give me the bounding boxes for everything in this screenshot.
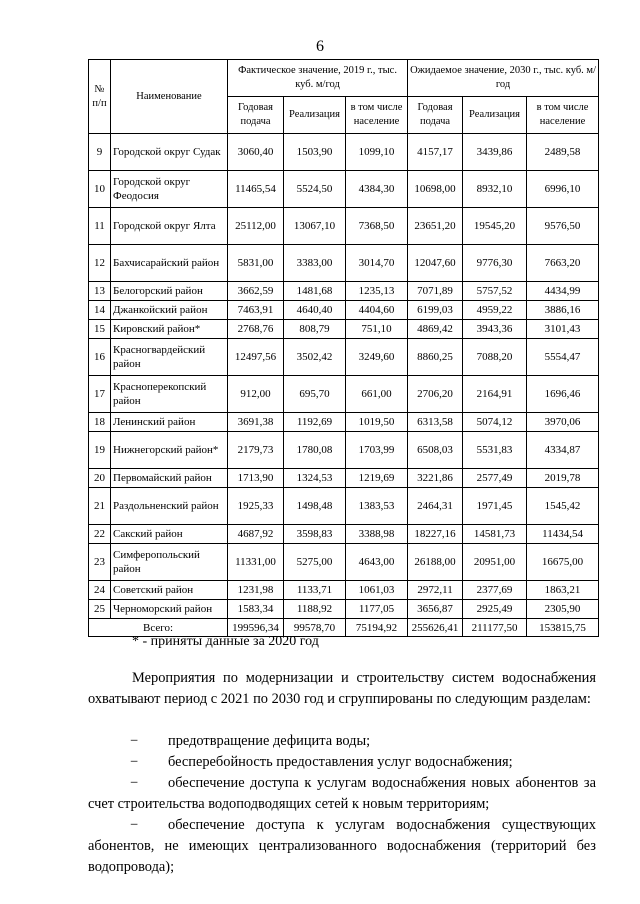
expected-population: 7663,20 [527, 245, 599, 282]
expected-supply: 2464,31 [408, 488, 463, 525]
actual-population: 3249,60 [346, 339, 408, 376]
actual-supply: 2768,76 [228, 320, 284, 339]
expected-supply: 7071,89 [408, 282, 463, 301]
actual-realization: 5524,50 [284, 171, 346, 208]
expected-supply: 26188,00 [408, 544, 463, 581]
actual-population: 1383,53 [346, 488, 408, 525]
list-item-text: предотвращение дефицита воды; [168, 733, 371, 749]
actual-population: 1219,69 [346, 469, 408, 488]
expected-realization: 19545,20 [463, 208, 527, 245]
actual-supply: 1713,90 [228, 469, 284, 488]
expected-realization: 5074,12 [463, 413, 527, 432]
total-actual-population: 75194,92 [346, 619, 408, 637]
expected-population: 3886,16 [527, 301, 599, 320]
expected-population: 2019,78 [527, 469, 599, 488]
row-number: 10 [89, 171, 111, 208]
actual-supply: 5831,00 [228, 245, 284, 282]
row-name: Белогорский район [111, 282, 228, 301]
actual-realization: 5275,00 [284, 544, 346, 581]
row-name: Симферопольский район [111, 544, 228, 581]
header-expected-supply: Годовая подача [408, 97, 463, 134]
actual-supply: 12497,56 [228, 339, 284, 376]
actual-population: 1235,13 [346, 282, 408, 301]
row-name: Сакский район [111, 525, 228, 544]
expected-realization: 3943,36 [463, 320, 527, 339]
actual-realization: 1503,90 [284, 134, 346, 171]
dash-bullet: − [130, 775, 139, 791]
actual-population: 1703,99 [346, 432, 408, 469]
actual-realization: 3502,42 [284, 339, 346, 376]
total-expected-realization: 211177,50 [463, 619, 527, 637]
row-name: Советский район [111, 581, 228, 600]
expected-population: 16675,00 [527, 544, 599, 581]
row-name: Джанкойский район [111, 301, 228, 320]
water-supply-table [88, 59, 599, 637]
header-actual-group: Фактическое значение, 2019 г., тыс. куб. м/год [228, 60, 408, 97]
list-item [88, 731, 596, 752]
row-name: Ленинский район [111, 413, 228, 432]
table-row [89, 320, 599, 339]
actual-realization: 1481,68 [284, 282, 346, 301]
expected-population: 2489,58 [527, 134, 599, 171]
row-number: 11 [89, 208, 111, 245]
dash-bullet: − [130, 754, 139, 770]
expected-realization: 8932,10 [463, 171, 527, 208]
expected-realization: 3439,86 [463, 134, 527, 171]
actual-population: 3014,70 [346, 245, 408, 282]
expected-population: 11434,54 [527, 525, 599, 544]
actual-supply: 2179,73 [228, 432, 284, 469]
row-number: 17 [89, 376, 111, 413]
intro-paragraph: Мероприятия по модернизации и строительству систем водоснабжения охватывают период с 2021 по 2030 год и сгруппированы по следующим разделам: [88, 670, 596, 707]
expected-population: 1696,46 [527, 376, 599, 413]
expected-supply: 3221,86 [408, 469, 463, 488]
expected-realization: 2164,91 [463, 376, 527, 413]
expected-realization: 5531,83 [463, 432, 527, 469]
row-number: 16 [89, 339, 111, 376]
actual-population: 4404,60 [346, 301, 408, 320]
dash-bullet: − [130, 733, 139, 749]
actual-population: 7368,50 [346, 208, 408, 245]
expected-supply: 18227,16 [408, 525, 463, 544]
row-name: Кировский район* [111, 320, 228, 339]
actual-realization: 13067,10 [284, 208, 346, 245]
actual-realization: 1324,53 [284, 469, 346, 488]
expected-population: 3101,43 [527, 320, 599, 339]
header-name: Наименование [111, 60, 228, 134]
expected-realization: 5757,52 [463, 282, 527, 301]
expected-population: 2305,90 [527, 600, 599, 619]
header-actual-population: в том числе население [346, 97, 408, 134]
total-label: Всего: [89, 619, 228, 637]
expected-realization: 4959,22 [463, 301, 527, 320]
page-number: 6 [316, 38, 324, 55]
actual-population: 4384,30 [346, 171, 408, 208]
row-name: Раздольненский район [111, 488, 228, 525]
table-row [89, 432, 599, 469]
dash-bullet: − [130, 817, 139, 833]
header-actual-realization: Реализация [284, 97, 346, 134]
actual-supply: 912,00 [228, 376, 284, 413]
table-row [89, 134, 599, 171]
footnote: * - приняты данные за 2020 год [132, 634, 319, 649]
table-row [89, 171, 599, 208]
list-item-text: обеспечение доступа к услугам водоснабжения новых абонентов за счет строительства водоподводящих сетей к новым территориям; [88, 775, 596, 812]
table-row [89, 600, 599, 619]
table-row [89, 581, 599, 600]
row-name: Городской округ Феодосия [111, 171, 228, 208]
table-row [89, 525, 599, 544]
expected-realization: 2577,49 [463, 469, 527, 488]
actual-population: 1019,50 [346, 413, 408, 432]
total-actual-realization: 99578,70 [284, 619, 346, 637]
actual-realization: 1780,08 [284, 432, 346, 469]
expected-realization: 7088,20 [463, 339, 527, 376]
expected-supply: 12047,60 [408, 245, 463, 282]
actual-realization: 3383,00 [284, 245, 346, 282]
expected-population: 6996,10 [527, 171, 599, 208]
actual-population: 1177,05 [346, 600, 408, 619]
row-name: Красноперекопский район [111, 376, 228, 413]
actual-supply: 11331,00 [228, 544, 284, 581]
actual-population: 1099,10 [346, 134, 408, 171]
actual-realization: 4640,40 [284, 301, 346, 320]
expected-supply: 4157,17 [408, 134, 463, 171]
list-item [88, 815, 596, 878]
row-number: 24 [89, 581, 111, 600]
table-row [89, 376, 599, 413]
actual-realization: 1192,69 [284, 413, 346, 432]
row-number: 18 [89, 413, 111, 432]
row-name: Городской округ Ялта [111, 208, 228, 245]
actual-realization: 1188,92 [284, 600, 346, 619]
row-number: 20 [89, 469, 111, 488]
expected-population: 9576,50 [527, 208, 599, 245]
expected-realization: 14581,73 [463, 525, 527, 544]
total-expected-population: 153815,75 [527, 619, 599, 637]
expected-population: 1545,42 [527, 488, 599, 525]
actual-supply: 1231,98 [228, 581, 284, 600]
list-item-text: бесперебойность предоставления услуг водоснабжения; [168, 754, 513, 770]
header-expected-group: Ожидаемое значение, 2030 г., тыс. куб. м/год [408, 60, 599, 97]
row-name: Первомайский район [111, 469, 228, 488]
table-row [89, 282, 599, 301]
list-item [88, 752, 596, 773]
expected-realization: 20951,00 [463, 544, 527, 581]
actual-population: 3388,98 [346, 525, 408, 544]
row-number: 23 [89, 544, 111, 581]
table-row [89, 208, 599, 245]
row-name: Черноморский район [111, 600, 228, 619]
row-name: Нижнегорский район* [111, 432, 228, 469]
list-item [88, 773, 596, 815]
table-row [89, 544, 599, 581]
total-actual-supply: 199596,34 [228, 619, 284, 637]
expected-supply: 6313,58 [408, 413, 463, 432]
header-actual-supply: Годовая подача [228, 97, 284, 134]
expected-population: 5554,47 [527, 339, 599, 376]
actual-supply: 7463,91 [228, 301, 284, 320]
expected-supply: 2706,20 [408, 376, 463, 413]
row-number: 25 [89, 600, 111, 619]
table-row [89, 413, 599, 432]
actual-realization: 808,79 [284, 320, 346, 339]
row-number: 15 [89, 320, 111, 339]
table-row [89, 488, 599, 525]
expected-realization: 1971,45 [463, 488, 527, 525]
expected-realization: 2377,69 [463, 581, 527, 600]
row-number: 19 [89, 432, 111, 469]
expected-supply: 4869,42 [408, 320, 463, 339]
actual-realization: 695,70 [284, 376, 346, 413]
expected-population: 4434,99 [527, 282, 599, 301]
row-number: 12 [89, 245, 111, 282]
row-number: 14 [89, 301, 111, 320]
expected-population: 4334,87 [527, 432, 599, 469]
table-row [89, 245, 599, 282]
actual-population: 661,00 [346, 376, 408, 413]
expected-supply: 6508,03 [408, 432, 463, 469]
expected-supply: 2972,11 [408, 581, 463, 600]
actual-realization: 3598,83 [284, 525, 346, 544]
expected-population: 1863,21 [527, 581, 599, 600]
list-item-text: обеспечение доступа к услугам водоснабжения существующих абонентов, не имеющих централизованного водоснабжения (территорий без водопровода); [88, 817, 596, 875]
table-row [89, 301, 599, 320]
row-name: Красногвардейский район [111, 339, 228, 376]
actual-supply: 25112,00 [228, 208, 284, 245]
row-number: 13 [89, 282, 111, 301]
expected-supply: 3656,87 [408, 600, 463, 619]
table-row [89, 339, 599, 376]
actual-supply: 1925,33 [228, 488, 284, 525]
expected-supply: 8860,25 [408, 339, 463, 376]
expected-supply: 10698,00 [408, 171, 463, 208]
expected-population: 3970,06 [527, 413, 599, 432]
actual-realization: 1498,48 [284, 488, 346, 525]
table-row [89, 469, 599, 488]
row-number: 22 [89, 525, 111, 544]
row-name: Бахчисарайский район [111, 245, 228, 282]
row-number: 21 [89, 488, 111, 525]
actual-supply: 3060,40 [228, 134, 284, 171]
actual-realization: 1133,71 [284, 581, 346, 600]
actual-supply: 1583,34 [228, 600, 284, 619]
expected-supply: 6199,03 [408, 301, 463, 320]
actual-population: 4643,00 [346, 544, 408, 581]
expected-realization: 2925,49 [463, 600, 527, 619]
header-expected-population: в том числе население [527, 97, 599, 134]
actual-supply: 3662,59 [228, 282, 284, 301]
expected-supply: 23651,20 [408, 208, 463, 245]
row-number: 9 [89, 134, 111, 171]
actual-supply: 11465,54 [228, 171, 284, 208]
row-name: Городской округ Судак [111, 134, 228, 171]
expected-realization: 9776,30 [463, 245, 527, 282]
header-expected-realization: Реализация [463, 97, 527, 134]
actual-supply: 4687,92 [228, 525, 284, 544]
total-expected-supply: 255626,41 [408, 619, 463, 637]
actual-population: 751,10 [346, 320, 408, 339]
actual-population: 1061,03 [346, 581, 408, 600]
header-num: № п/п [89, 60, 111, 134]
actual-supply: 3691,38 [228, 413, 284, 432]
